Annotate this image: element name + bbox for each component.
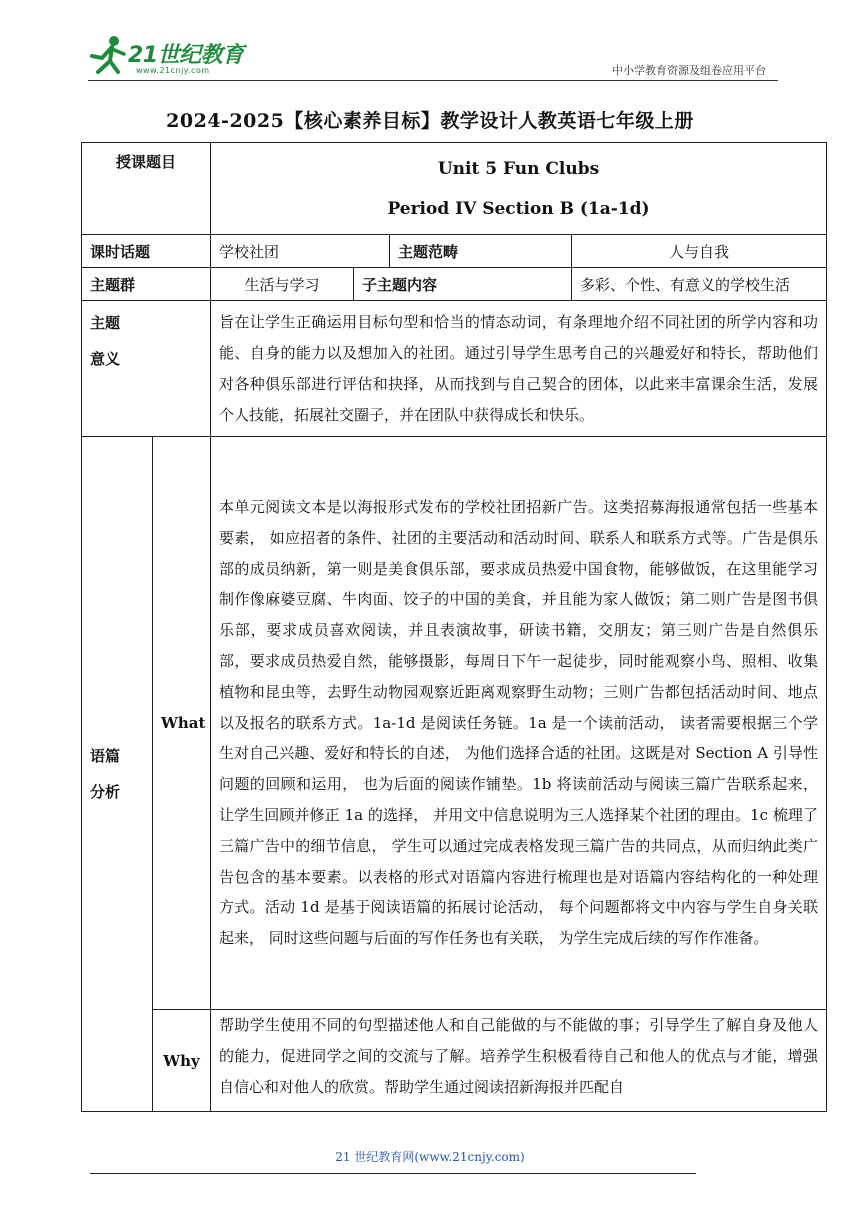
- theme-scope-value: 人与自我: [572, 235, 827, 268]
- logo-url: www.21cnjy.com: [136, 66, 210, 75]
- sub-theme-value: 多彩、个性、有意义的学校生活: [572, 268, 827, 301]
- meaning-label-line1: 主题: [90, 314, 121, 332]
- topic-label: 授课题目: [82, 143, 211, 235]
- logo-text: 21世纪教育: [128, 43, 244, 68]
- theme-group-label: 主题群: [82, 268, 211, 301]
- runner-logo-icon: [88, 34, 132, 76]
- table-row: [82, 1010, 827, 1112]
- sub-theme-label: 子主题内容: [354, 268, 572, 301]
- why-label: Why: [153, 1010, 211, 1112]
- unit-title: Unit 5 Fun Clubs: [437, 158, 600, 179]
- analysis-label: [82, 437, 153, 1112]
- footer-link[interactable]: 21 世纪教育网(www.21cnjy.com): [335, 1150, 525, 1164]
- table-row: [82, 268, 827, 301]
- footer-divider: [90, 1173, 696, 1174]
- document-title: 2024-2025【核心素养目标】教学设计人教英语七年级上册: [166, 110, 694, 132]
- meaning-label-line2: 意义: [90, 350, 121, 368]
- what-label: What: [153, 437, 211, 1010]
- site-logo: [88, 34, 258, 76]
- topic-talk-label: 课时话题: [82, 235, 211, 268]
- page-header: [88, 28, 778, 82]
- period-title: Period IV Section B (1a-1d): [387, 198, 650, 219]
- topic-cell: [211, 143, 827, 235]
- what-text: 本单元阅读文本是以海报形式发布的学校社团招新广告。这类招募海报通常包括一些基本要素， 如应招者的条件、社团的主要活动和活动时间、联系人和联系方式等。广告是俱乐部的成员纳新，第一则是美食俱乐部，要求成员热爱中国食物，能够做饭，在这里能学习制作像麻婆豆腐、牛肉面、饺子的中国的美食，并且能为家人做饭；第二则广告是图书俱乐部，要求成员喜欢阅读，并且表演故事，研读书籍，交朋友；第三则广告是自然俱乐部，要求成员热爱自然，能够摄影，每周日下午一起徒步，同时能观察小鸟、照相、收集植物和昆虫等，去野生动物园观察近距离观察野生动物；三则广告都包括活动时间、地点以及报名的联系方式。1a-1d 是阅读任务链。1a 是一个读前活动， 读者需要根据三个学生对自己兴趣、爱好和特长的自述， 为他们选择合适的社团。这既是对 Section A 引导性问题的回顾和运用， 也为后面的阅读作铺垫。1b 将读前活动与阅读三篇广告联系起来， 让学生回顾并修正 1a 的选择， 并用文中信息说明为三人选择某个社团的理由。1c 梳理了三篇广告中的细节信息， 学生可以通过完成表格发现三篇广告的共同点，从而归纳此类广告包含的基本要素。以表格的形式对语篇内容进行梳理也是对语篇内容结构化的一种处理方式。活动 1d 是基于阅读语篇的拓展讨论活动， 每个问题都将文中内容与学生自身关联起来， 同时这些问题与后面的写作任务也有关联， 为学生完成后续的写作作准备。: [211, 437, 827, 1010]
- table-row: [82, 301, 827, 437]
- header-divider: [88, 80, 778, 81]
- theme-group-value: 生活与学习: [211, 268, 354, 301]
- meaning-label: [82, 301, 211, 437]
- analysis-label-line2: 分析: [90, 783, 121, 801]
- meaning-text: 旨在让学生正确运用目标句型和恰当的情态动词，有条理地介绍不同社团的所学内容和功能、自身的能力以及想加入的社团。通过引导学生思考自己的兴趣爱好和特长，帮助他们对各种俱乐部进行评估和抉择，从而找到与自己契合的团体，以此来丰富课余生活，发展个人技能，拓展社交圈子，并在团队中获得成长和快乐。: [211, 301, 827, 437]
- lesson-plan-table: [81, 142, 827, 1112]
- table-row: [82, 143, 827, 235]
- analysis-label-line1: 语篇: [90, 747, 121, 765]
- table-row: [82, 437, 827, 1010]
- topic-talk-value: 学校社团: [211, 235, 390, 268]
- why-text: 帮助学生使用不同的句型描述他人和自己能做的与不能做的事；引导学生了解自身及他人的能力，促进同学之间的交流与了解。培养学生积极看待自己和他人的优点与才能，增强自信心和对他人的欣赏。帮助学生通过阅读招新海报并匹配自: [211, 1010, 827, 1112]
- platform-name: 中小学教育资源及组卷应用平台: [612, 64, 766, 77]
- theme-scope-label: 主题范畴: [390, 235, 572, 268]
- table-row: [82, 235, 827, 268]
